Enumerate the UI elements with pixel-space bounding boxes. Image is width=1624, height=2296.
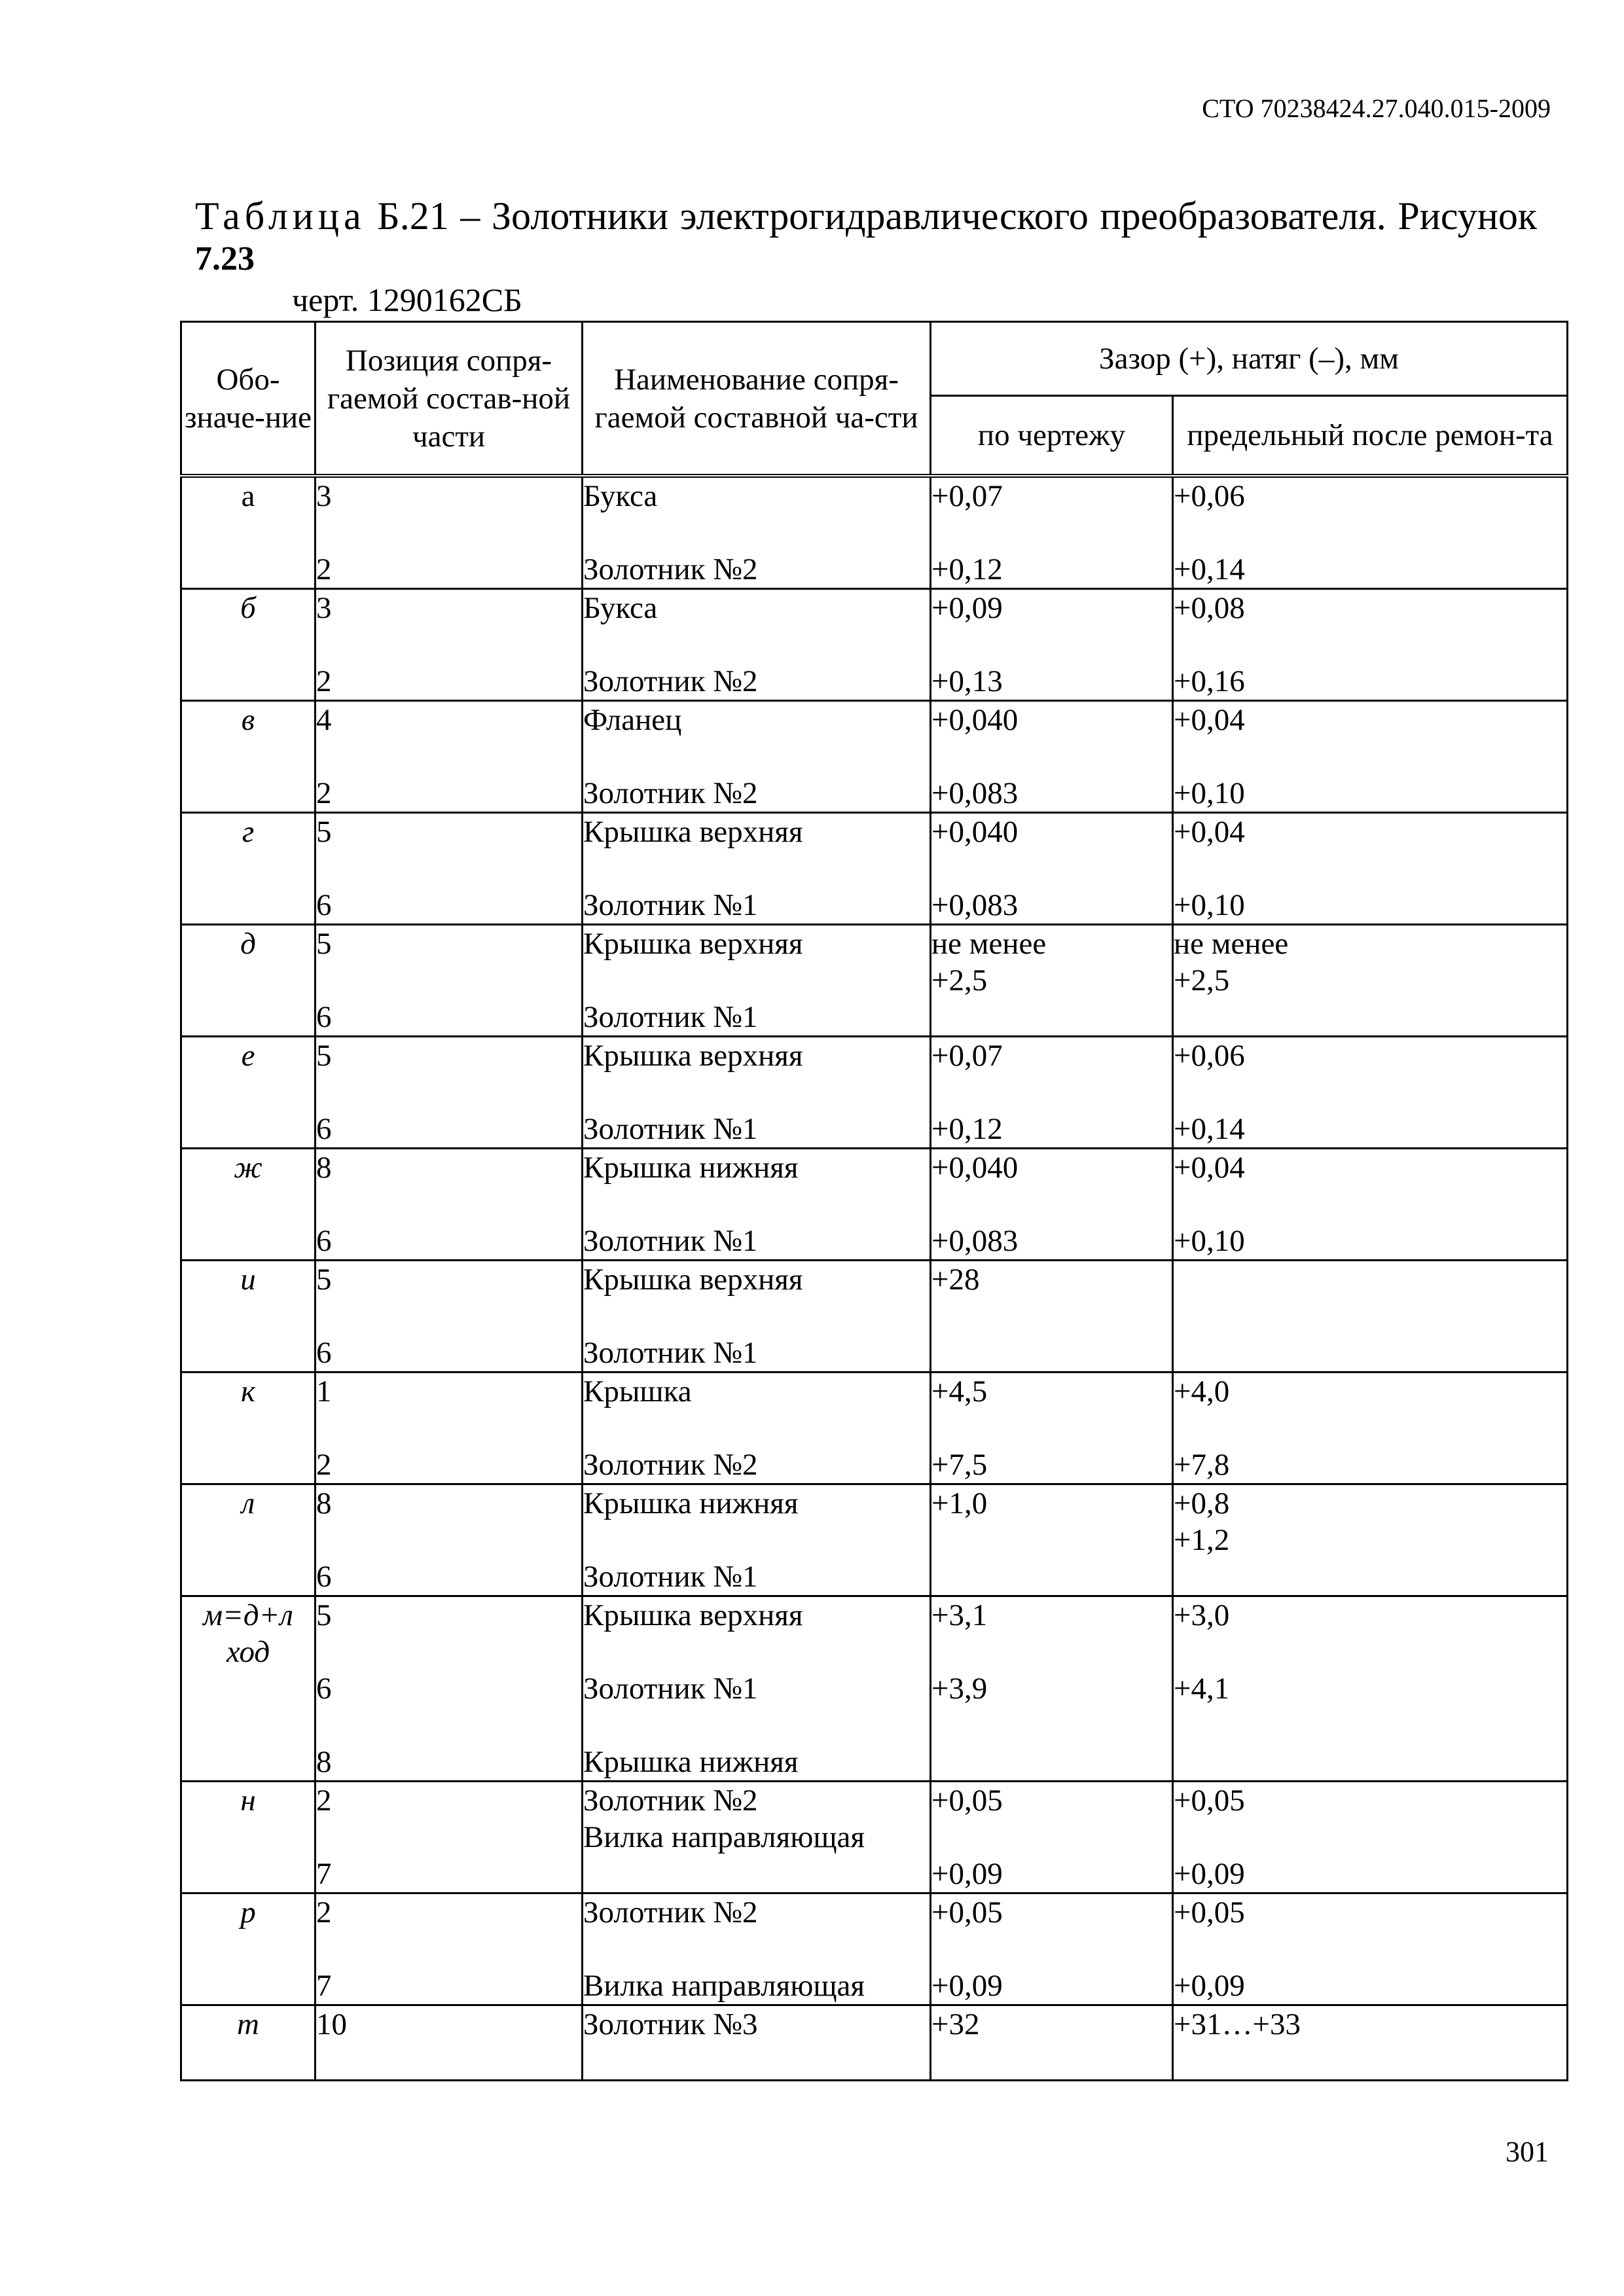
name-line: Крышка верхняя [583,1039,803,1073]
pos-line: 4 [316,703,332,737]
name-line [583,626,929,663]
limit-line: не менее [1174,927,1289,961]
limit-cell [1173,1149,1568,1261]
pos-line: 2 [316,1784,332,1818]
limit-line: +0,05 [1174,1895,1245,1929]
draw-line: +32 [931,2007,980,2041]
limit-line: +4,0 [1174,1374,1230,1408]
draw-line: +0,09 [931,1857,1003,1891]
name-line: Вилка направляющая [583,1969,865,2003]
pos-line [316,738,581,775]
draw-cell [931,1893,1173,2005]
table-row [181,701,1568,813]
pos-line: 6 [316,888,332,922]
limit-cell [1173,1037,1568,1149]
limit-line: +0,05 [1174,1784,1245,1818]
draw-line: +0,083 [931,888,1019,922]
name-line: Золотник №2 [583,1784,758,1818]
table-title-text: Б.21 – Золотники электрогидравлического преобразователя. Рисунок [377,194,1538,238]
pos-line: 10 [316,2007,347,2041]
limit-line [1174,1558,1566,1595]
pos-cell [316,2005,583,2081]
name-line: Золотник №2 [583,776,758,810]
name-line: Золотник №1 [583,1336,758,1370]
pos-line: 8 [316,1745,332,1779]
name-line: Золотник №1 [583,888,758,922]
table-body [181,476,1568,2081]
table-row [181,1893,1568,2005]
table-row [181,1149,1568,1261]
name-line: Крышка нижняя [583,1151,799,1185]
limit-line [1174,1707,1566,1744]
limit-line: +4,1 [1174,1672,1230,1706]
limit-line: +0,04 [1174,703,1245,737]
limit-line: +0,10 [1174,776,1245,810]
draw-line: +1,0 [931,1486,988,1520]
document-code: СТО 70238424.27.040.015-2009 [1202,94,1551,123]
draw-line: не менее [931,927,1047,961]
name-cell [583,1782,931,1893]
draw-line [931,1186,1172,1223]
pos-cell [316,925,583,1037]
draw-line: +0,07 [931,1039,1003,1073]
draw-line: +0,09 [931,591,1003,625]
designation-cell: е [181,1037,316,1149]
pos-line: 6 [316,1000,332,1034]
spec-table [180,321,1568,2081]
designation-cell: б [181,589,316,701]
draw-line: +0,09 [931,1969,1003,2003]
limit-line [1174,1819,1566,1856]
limit-line: +0,14 [1174,552,1245,586]
limit-cell [1173,476,1568,589]
name-cell [583,1893,931,2005]
name-line: Золотник №2 [583,552,758,586]
draw-line: +3,1 [931,1598,988,1632]
limit-line: +0,08 [1174,591,1245,625]
drawing-reference: черт. 1290162СБ [292,281,522,318]
designation-cell: д [181,925,316,1037]
draw-line [931,626,1172,663]
pos-line [316,1634,581,1670]
limit-line: +0,04 [1174,1151,1245,1185]
pos-line [316,1931,581,1967]
pos-line: 8 [316,1151,332,1185]
draw-line [931,1931,1172,1967]
limit-line: +31…+33 [1174,2007,1301,2041]
name-line [583,1856,929,1892]
pos-line: 6 [316,1560,332,1594]
draw-cell [931,925,1173,1037]
draw-line [931,1522,1172,1558]
name-line: Золотник №2 [583,1448,758,1482]
limit-line [1174,1410,1566,1446]
pos-line [316,962,581,999]
limit-cell [1173,1893,1568,2005]
pos-line: 5 [316,1598,332,1632]
name-cell [583,1261,931,1372]
pos-cell [316,589,583,701]
draw-line: +4,5 [931,1374,988,1408]
name-line [583,962,929,999]
name-line: Золотник №1 [583,1672,758,1706]
draw-line: +0,040 [931,1151,1019,1185]
draw-line [931,514,1172,551]
draw-line [931,1744,1172,1780]
draw-cell [931,476,1173,589]
pos-cell [316,701,583,813]
name-cell [583,476,931,589]
pos-line: 7 [316,1969,332,2003]
limit-cell [1173,1596,1568,1782]
table-row [181,2005,1568,2081]
limit-cell [1173,1782,1568,1893]
table-row [181,1782,1568,1893]
pos-line [316,1707,581,1744]
name-cell [583,1037,931,1149]
name-line: Крышка нижняя [583,1745,799,1779]
table-row [181,1372,1568,1484]
header-by-drawing: по чертежу [931,396,1173,476]
draw-line [931,1074,1172,1111]
draw-line: +0,083 [931,1224,1019,1258]
limit-line [1174,1261,1566,1298]
draw-line: +0,040 [931,703,1019,737]
pos-line [316,1522,581,1558]
pos-line: 2 [316,1448,332,1482]
limit-line: +0,06 [1174,1039,1245,1073]
pos-cell [316,1261,583,1372]
pos-line [316,1410,581,1446]
name-line: Крышка верхняя [583,815,803,849]
name-line: Крышка верхняя [583,927,803,961]
name-line [583,1522,929,1558]
limit-line [1174,514,1566,551]
header-part-name: Наименование сопря-гаемой составной ча-сти [583,322,931,476]
limit-line: +2,5 [1174,963,1230,997]
limit-cell [1173,1261,1568,1372]
name-line: Крышка нижняя [583,1486,799,1520]
pos-cell [316,1596,583,1782]
pos-cell [316,476,583,589]
pos-line: 6 [316,1336,332,1370]
designation-cell: и [181,1261,316,1372]
limit-cell [1173,1372,1568,1484]
draw-line: +0,12 [931,552,1003,586]
draw-line: +2,5 [931,963,988,997]
draw-cell [931,1782,1173,1893]
pos-line [316,626,581,663]
draw-line: +0,05 [931,1895,1003,1929]
limit-line [1174,738,1566,775]
limit-line: +0,09 [1174,1969,1245,2003]
limit-line: +0,10 [1174,1224,1245,1258]
draw-line [931,1707,1172,1744]
table-row [181,813,1568,925]
table-row [181,1596,1568,1782]
pos-line [316,1298,581,1335]
draw-cell [931,1149,1173,1261]
limit-line [1174,1074,1566,1111]
name-line: Золотник №2 [583,1895,758,1929]
designation-cell: т [181,2005,316,2081]
limit-line: +0,04 [1174,815,1245,849]
name-cell [583,1484,931,1596]
pos-cell [316,1149,583,1261]
pos-cell [316,1782,583,1893]
pos-line: 2 [316,664,332,698]
draw-cell [931,701,1173,813]
draw-line [931,738,1172,775]
limit-line [1174,1298,1566,1335]
name-line: Золотник №1 [583,1112,758,1146]
limit-line [1174,1335,1566,1371]
draw-line [931,850,1172,887]
limit-cell [1173,589,1568,701]
name-line: Фланец [583,703,682,737]
name-cell [583,925,931,1037]
name-line: Золотник №2 [583,664,758,698]
name-line [583,1186,929,1223]
draw-cell [931,589,1173,701]
name-line: Золотник №1 [583,1560,758,1594]
pos-line: 6 [316,1672,332,1706]
name-line: Букса [583,479,658,513]
limit-line [1174,999,1566,1035]
name-line [583,2043,929,2079]
header-designation: Обо-значе-ние [181,322,316,476]
draw-line [931,2043,1172,2079]
pos-cell [316,1372,583,1484]
name-cell [583,813,931,925]
name-line [583,1298,929,1335]
header-clearance-group: Зазор (+), натяг (–), мм [931,322,1568,396]
name-line [583,514,929,551]
limit-cell [1173,1484,1568,1596]
name-cell [583,589,931,701]
name-cell [583,1596,931,1782]
limit-line [1174,626,1566,663]
table-row [181,476,1568,589]
draw-line [931,1298,1172,1335]
pos-line: 1 [316,1374,332,1408]
name-line: Крышка верхняя [583,1598,803,1632]
pos-line: 2 [316,1895,332,1929]
table-title [195,190,1537,242]
name-cell [583,1372,931,1484]
designation-cell: р [181,1893,316,2005]
pos-line: 5 [316,815,332,849]
limit-line [1174,2043,1566,2079]
draw-line [931,1558,1172,1595]
designation-cell: л [181,1484,316,1596]
table-row [181,1261,1568,1372]
draw-cell [931,2005,1173,2081]
name-line [583,850,929,887]
limit-line: +0,14 [1174,1112,1245,1146]
name-line: Крышка верхняя [583,1263,803,1297]
limit-line [1174,1931,1566,1967]
draw-line: +28 [931,1263,980,1297]
name-cell [583,1149,931,1261]
pos-line: 5 [316,1039,332,1073]
name-line [583,1634,929,1670]
name-line: Золотник №1 [583,1000,758,1034]
limit-cell [1173,925,1568,1037]
limit-cell [1173,701,1568,813]
limit-cell [1173,813,1568,925]
draw-cell [931,1596,1173,1782]
table-title-label: Таблица [195,194,366,238]
draw-line: +7,5 [931,1448,988,1482]
draw-line [931,1335,1172,1371]
draw-line: +0,083 [931,776,1019,810]
pos-line [316,850,581,887]
limit-line: +3,0 [1174,1598,1230,1632]
designation-cell: г [181,813,316,925]
limit-line: +0,10 [1174,888,1245,922]
draw-cell [931,1261,1173,1372]
draw-cell [931,1484,1173,1596]
pos-line [316,1186,581,1223]
limit-cell [1173,2005,1568,2081]
pos-cell [316,813,583,925]
draw-line: +0,13 [931,664,1003,698]
page-number: 301 [1506,2136,1549,2168]
limit-line: +0,09 [1174,1857,1245,1891]
table-row [181,1037,1568,1149]
limit-line [1174,850,1566,887]
pos-line [316,2043,581,2079]
pos-line: 2 [316,552,332,586]
designation-cell: м=д+л ход [181,1596,316,1782]
name-line [583,1410,929,1446]
pos-cell [316,1893,583,2005]
pos-line [316,1819,581,1856]
name-line: Крышка [583,1374,692,1408]
limit-line: +7,8 [1174,1448,1230,1482]
draw-line: +0,05 [931,1784,1003,1818]
draw-line: +0,07 [931,479,1003,513]
pos-line [316,1074,581,1111]
name-line: Золотник №3 [583,2007,758,2041]
draw-line: +0,12 [931,1112,1003,1146]
designation-cell: н [181,1782,316,1893]
draw-cell [931,1037,1173,1149]
pos-line: 5 [316,1263,332,1297]
figure-number: 7.23 [195,240,255,278]
header-limit-after-repair: предельный после ремон-та [1173,396,1568,476]
limit-line [1174,1186,1566,1223]
draw-line: +0,040 [931,815,1019,849]
pos-line: 5 [316,927,332,961]
pos-line: 6 [316,1224,332,1258]
table-row [181,589,1568,701]
limit-line: +1,2 [1174,1523,1230,1557]
pos-line: 3 [316,591,332,625]
designation-cell: ж [181,1149,316,1261]
limit-line: +0,8 [1174,1486,1230,1520]
draw-line [931,1410,1172,1446]
name-cell [583,2005,931,2081]
pos-line: 6 [316,1112,332,1146]
draw-line [931,1634,1172,1670]
limit-line: +0,16 [1174,664,1245,698]
designation-cell: к [181,1372,316,1484]
pos-line [316,514,581,551]
name-cell [583,701,931,813]
draw-cell [931,1372,1173,1484]
pos-line: 2 [316,776,332,810]
pos-line: 3 [316,479,332,513]
limit-line [1174,1634,1566,1670]
name-line [583,1707,929,1744]
pos-cell [316,1484,583,1596]
header-position: Позиция сопря-гаемой состав-ной части [316,322,583,476]
draw-cell [931,813,1173,925]
designation-cell: в [181,701,316,813]
limit-line [1174,1744,1566,1780]
name-line [583,1931,929,1967]
pos-line: 7 [316,1857,332,1891]
pos-cell [316,1037,583,1149]
designation-cell: а [181,476,316,589]
table-row [181,1484,1568,1596]
pos-line: 8 [316,1486,332,1520]
table-row [181,925,1568,1037]
limit-line: +0,06 [1174,479,1245,513]
draw-line: +3,9 [931,1672,988,1706]
name-line: Вилка направляющая [583,1820,865,1854]
name-line [583,1074,929,1111]
draw-line [931,1819,1172,1856]
name-line: Золотник №1 [583,1224,758,1258]
name-line: Букса [583,591,658,625]
name-line [583,738,929,775]
draw-line [931,999,1172,1035]
